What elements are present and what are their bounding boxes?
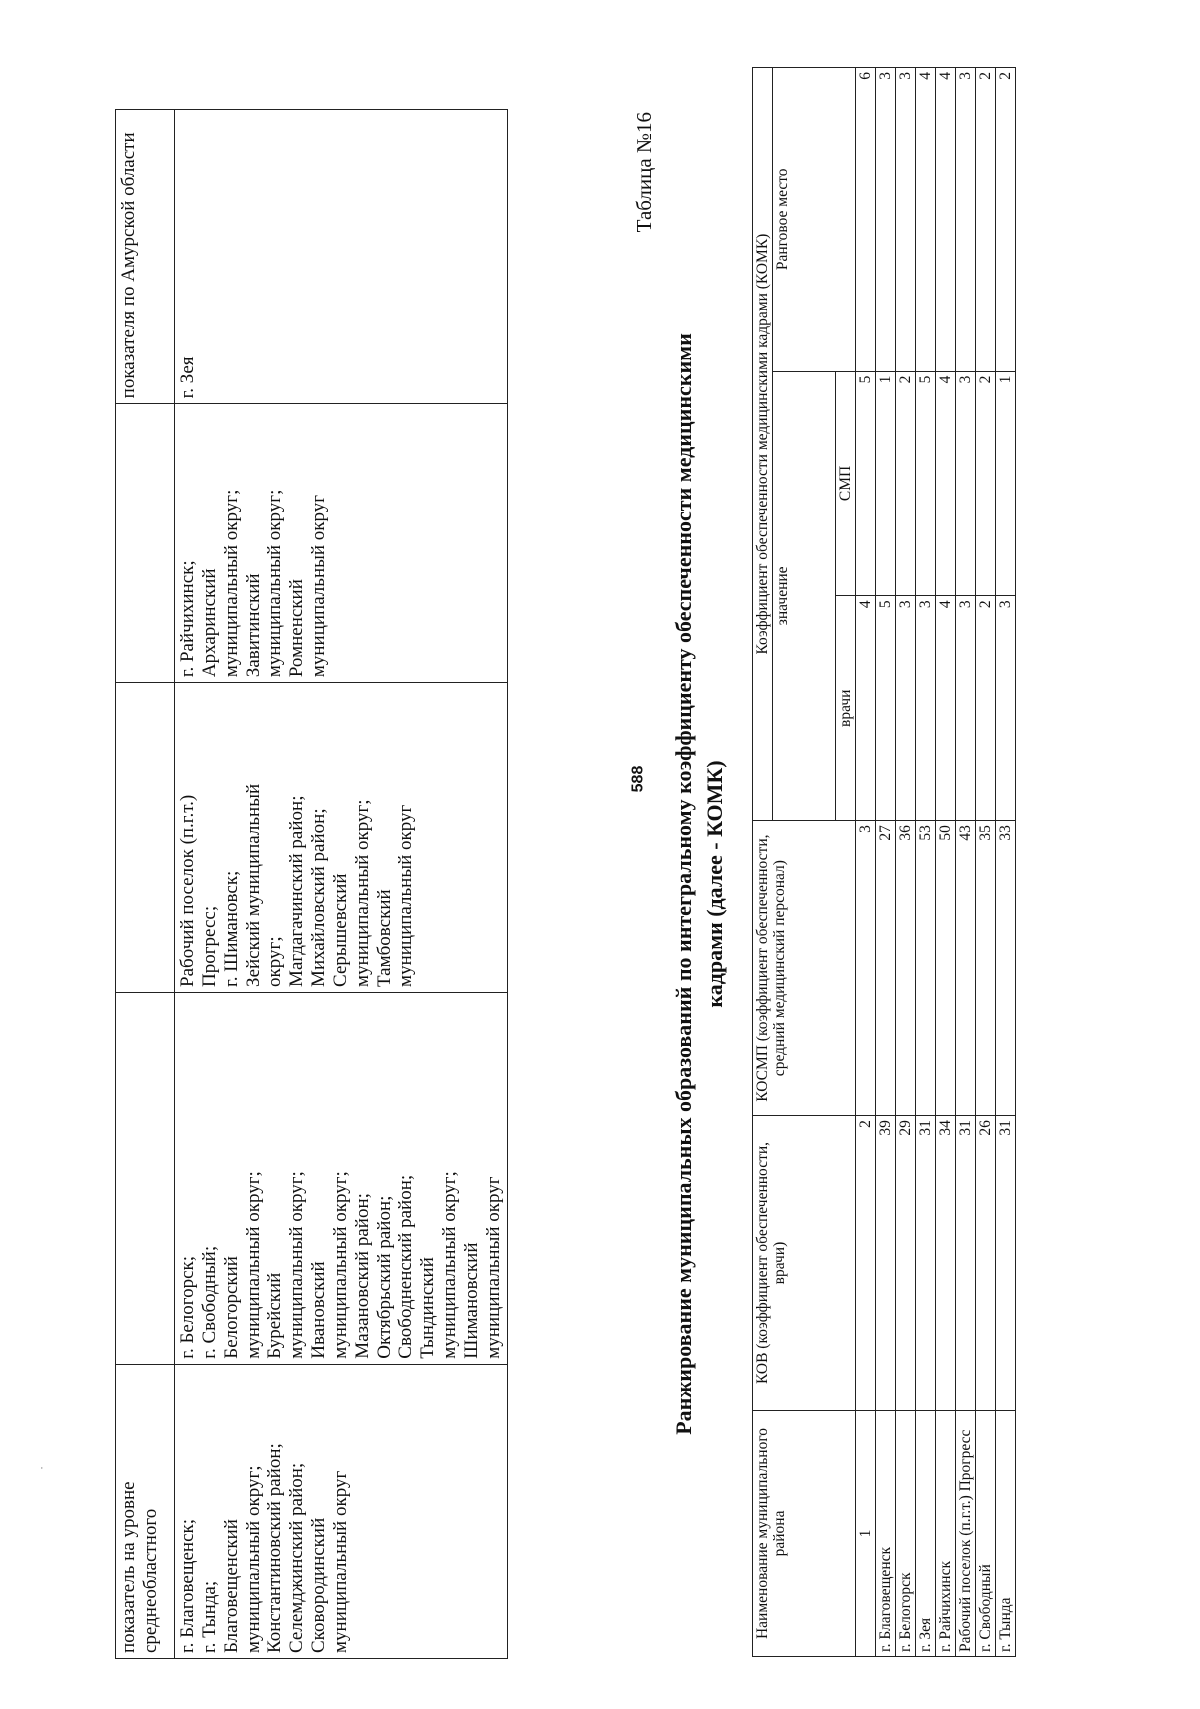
district-line: муниципальный округ; bbox=[242, 1465, 264, 1653]
district-line: Сковородинский bbox=[308, 1517, 330, 1653]
table-row bbox=[175, 110, 508, 1659]
kov-value: 26 bbox=[976, 1116, 996, 1411]
kosmp-value: 50 bbox=[936, 821, 956, 1116]
table-row bbox=[996, 68, 1016, 1657]
district-line: муниципальный округ bbox=[308, 494, 330, 678]
smp-value: 2 bbox=[896, 371, 916, 596]
district-line: Константиновский район; bbox=[264, 1443, 286, 1653]
rank-value: 4 bbox=[936, 68, 956, 372]
rank-value: 2 bbox=[976, 68, 996, 372]
index-cell: 3 bbox=[856, 821, 876, 1116]
doctors-value: 3 bbox=[956, 596, 976, 821]
table-header-row bbox=[116, 110, 175, 1659]
rank-value: 3 bbox=[896, 68, 916, 372]
komk-table bbox=[752, 67, 1016, 1657]
municipality-name: г. Райчихинск bbox=[936, 1410, 956, 1656]
table-row bbox=[916, 68, 936, 1657]
kosmp-value: 43 bbox=[956, 821, 976, 1116]
district-line: г. Райчихинск; bbox=[177, 560, 198, 678]
index-cell: 5 bbox=[856, 371, 876, 596]
district-line: муниципальный округ; bbox=[264, 489, 286, 678]
municipality-name: г. Тында bbox=[996, 1410, 1016, 1656]
table-row bbox=[896, 68, 916, 1657]
table-title bbox=[668, 259, 730, 1509]
district-line: Шимановский bbox=[460, 1242, 482, 1359]
kosmp-value: 27 bbox=[876, 821, 896, 1116]
kov-value: 31 bbox=[956, 1116, 976, 1411]
district-line: Тамбовский bbox=[373, 889, 395, 987]
district-line: Ромненский bbox=[286, 579, 308, 678]
district-line: Завитинский bbox=[242, 573, 264, 678]
index-cell: 4 bbox=[856, 596, 876, 821]
kosmp-value: 36 bbox=[896, 821, 916, 1116]
header-name: Наименование муниципального района bbox=[753, 1410, 856, 1656]
district-line: муниципальный округ bbox=[482, 1176, 504, 1359]
district-line: г. Тында; bbox=[198, 1580, 220, 1653]
index-row bbox=[856, 68, 876, 1657]
district-line: Белогорский bbox=[220, 1256, 242, 1359]
header-cell bbox=[116, 992, 175, 1364]
kov-value: 31 bbox=[996, 1116, 1016, 1411]
district-line: муниципальный округ bbox=[329, 1470, 351, 1653]
district-line: г. Шимановск; bbox=[220, 870, 242, 987]
group-cell-3 bbox=[175, 683, 508, 993]
doctors-value: 5 bbox=[876, 596, 896, 821]
index-cell: 2 bbox=[856, 1116, 876, 1411]
group-cell-2 bbox=[175, 992, 508, 1364]
table-row bbox=[956, 68, 976, 1657]
district-line: округ; bbox=[264, 936, 286, 987]
doctors-value: 3 bbox=[896, 596, 916, 821]
table-row bbox=[876, 68, 896, 1657]
district-line: г. Благовещенск; bbox=[177, 1518, 198, 1653]
smp-value: 2 bbox=[976, 371, 996, 596]
district-line: муниципальный округ; bbox=[351, 799, 373, 987]
district-line: Зейский муниципальный bbox=[242, 783, 264, 987]
district-line: Мазановский район; bbox=[351, 1193, 373, 1359]
group-cell-5 bbox=[175, 110, 508, 404]
rank-value: 2 bbox=[996, 68, 1016, 372]
district-line: муниципальный округ; bbox=[286, 1171, 308, 1359]
district-line: Селемджинский район; bbox=[286, 1462, 308, 1653]
district-line: муниципальный округ; bbox=[220, 489, 242, 678]
header-cell: показателя по Амурской области bbox=[116, 110, 175, 404]
district-line: Бурейский bbox=[264, 1272, 286, 1359]
header-smp: СМП bbox=[835, 371, 855, 596]
table-row bbox=[936, 68, 956, 1657]
kosmp-value: 53 bbox=[916, 821, 936, 1116]
header-cell bbox=[116, 683, 175, 993]
title-line: Ранжирование муниципальных образований по интегральному коэффициенту обеспеченности медицинскими bbox=[671, 333, 696, 1435]
header-cell bbox=[116, 404, 175, 683]
municipality-name: г. Белогорск bbox=[896, 1410, 916, 1656]
district-line: Благовещенский bbox=[220, 1519, 242, 1653]
district-line: Прогресс; bbox=[198, 905, 220, 987]
doctors-value: 3 bbox=[996, 596, 1016, 821]
district-line: муниципальный округ; bbox=[242, 1171, 264, 1359]
header-kov: КОВ (коэффициент обеспеченности, врачи) bbox=[753, 1116, 856, 1411]
header-komk: Коэффициент обеспеченности медицинскими кадрами (КОМК) bbox=[753, 68, 773, 821]
district-line: Свободненский район; bbox=[395, 1174, 417, 1359]
scan-mark: · bbox=[34, 1465, 50, 1471]
kov-value: 39 bbox=[876, 1116, 896, 1411]
table-row bbox=[976, 68, 996, 1657]
header-doctors: врачи bbox=[835, 596, 855, 821]
district-line: Ивановский bbox=[308, 1261, 330, 1359]
municipality-name: г. Зея bbox=[916, 1410, 936, 1656]
index-cell: 1 bbox=[856, 1410, 876, 1656]
district-line: Серышевский bbox=[329, 873, 351, 987]
smp-value: 1 bbox=[996, 371, 1016, 596]
doctors-value: 3 bbox=[916, 596, 936, 821]
kov-value: 34 bbox=[936, 1116, 956, 1411]
district-line: г. Белогорск; bbox=[177, 1255, 198, 1359]
municipality-name: г. Благовещенск bbox=[876, 1410, 896, 1656]
table-body bbox=[856, 68, 1016, 1657]
district-line: Архаринский bbox=[198, 568, 220, 678]
rank-value: 3 bbox=[956, 68, 976, 372]
municipality-name: Рабочий поселок (п.г.т.) Прогресс bbox=[956, 1410, 976, 1656]
kosmp-value: 35 bbox=[976, 821, 996, 1116]
header-value: значение bbox=[773, 371, 836, 821]
table-number: Таблица №16 bbox=[632, 112, 656, 233]
page-number: 588 bbox=[629, 765, 647, 793]
header-kosmp: КОСМП (коэффициент обеспеченности, средний медицинский персонал) bbox=[753, 821, 856, 1116]
rank-value: 3 bbox=[876, 68, 896, 372]
district-line: Михайловский район; bbox=[308, 808, 330, 987]
district-line: муниципальный округ bbox=[395, 804, 417, 987]
doctors-value: 2 bbox=[976, 596, 996, 821]
smp-value: 4 bbox=[936, 371, 956, 596]
ranking-groups-table bbox=[115, 109, 508, 1659]
group-cell-4 bbox=[175, 404, 508, 683]
table-header-row bbox=[753, 68, 773, 1657]
district-line: Рабочий поселок (п.г.т.) bbox=[177, 794, 198, 987]
district-line: Магдагачинский район; bbox=[286, 795, 308, 987]
smp-value: 5 bbox=[916, 371, 936, 596]
district-line: муниципальный округ; bbox=[329, 1171, 351, 1359]
title-line: кадрами (далее - КОМК) bbox=[702, 760, 728, 1008]
kov-value: 29 bbox=[896, 1116, 916, 1411]
doctors-value: 4 bbox=[936, 596, 956, 821]
municipality-name: г. Свободный bbox=[976, 1410, 996, 1656]
district-line: Тындинский bbox=[417, 1257, 439, 1359]
district-line: Октябрьский район; bbox=[373, 1195, 395, 1359]
kov-value: 31 bbox=[916, 1116, 936, 1411]
header-cell: показатель на уровне среднеобластного bbox=[116, 1364, 175, 1658]
smp-value: 1 bbox=[876, 371, 896, 596]
district-line: муниципальный округ; bbox=[439, 1171, 461, 1359]
district-line: г. Свободный; bbox=[198, 1245, 220, 1359]
header-rank: Ранговое место bbox=[773, 68, 856, 372]
rank-value: 4 bbox=[916, 68, 936, 372]
smp-value: 3 bbox=[956, 371, 976, 596]
index-cell: 6 bbox=[856, 68, 876, 372]
group-cell-1 bbox=[175, 1364, 508, 1658]
district-line: г. Зея bbox=[177, 356, 198, 399]
kosmp-value: 33 bbox=[996, 821, 1016, 1116]
